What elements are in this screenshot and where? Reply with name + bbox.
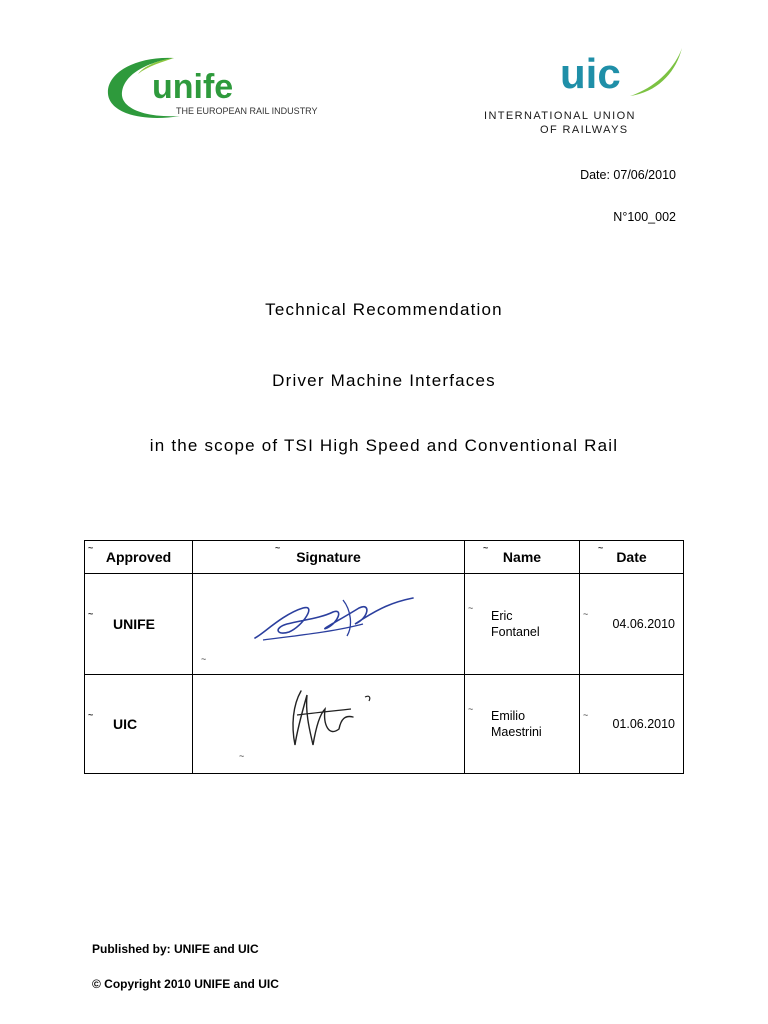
table-row — [85, 574, 684, 675]
row-org-label: UNIFE — [113, 616, 155, 632]
cell-mark: ~ — [201, 654, 207, 664]
name-first: Emilio — [491, 709, 526, 723]
cell-mark: ~ — [88, 710, 94, 720]
unife-logo-wordmark: unife — [152, 68, 234, 106]
cell-mark: ~ — [275, 543, 281, 553]
cell-mark: ~ — [88, 609, 94, 619]
cell-mark: ~ — [468, 603, 474, 613]
row-name — [465, 675, 580, 774]
uic-logo-line2: OF RAILWAYS — [540, 124, 629, 136]
cell-mark: ~ — [598, 543, 604, 553]
signature-cell-unife — [193, 574, 465, 675]
cell-mark: ~ — [583, 710, 589, 720]
header-approved-label: Approved — [105, 549, 172, 565]
signature-unife — [193, 574, 464, 671]
name-last: Fontanel — [491, 625, 540, 639]
signature-uic — [193, 675, 464, 770]
title-scope: in the scope of TSI High Speed and Conventional Rail — [149, 436, 619, 455]
header-signature — [193, 541, 465, 574]
copyright: © Copyright 2010 UNIFE and UIC — [92, 977, 279, 991]
unife-logo-tagline: THE EUROPEAN RAIL INDUSTRY — [176, 106, 318, 116]
row-date-value: 04.06.2010 — [612, 617, 675, 631]
header-date — [580, 541, 684, 574]
row-name — [465, 574, 580, 675]
header-name — [465, 541, 580, 574]
document-reference: N°100_002 — [613, 210, 676, 224]
title-technical-recommendation: Technical Recommendation — [265, 300, 503, 319]
header-date-label: Date — [616, 549, 647, 565]
cell-mark: ~ — [88, 543, 94, 553]
uic-logo — [480, 44, 690, 140]
published-by: Published by: UNIFE and UIC — [92, 942, 259, 956]
cell-mark: ~ — [239, 751, 245, 761]
signature-cell-uic — [193, 675, 465, 774]
cell-mark: ~ — [468, 704, 474, 714]
row-date-value: 01.06.2010 — [612, 717, 675, 731]
table-row — [85, 675, 684, 774]
header-signature-label: Signature — [296, 549, 361, 565]
name-last: Maestrini — [491, 725, 542, 739]
name-first: Eric — [491, 609, 513, 623]
header-name-label: Name — [502, 549, 542, 565]
approval-table — [84, 540, 684, 774]
uic-logo-line1: INTERNATIONAL UNION — [484, 110, 636, 122]
row-org — [85, 574, 193, 675]
approval-table-header-row — [85, 541, 684, 574]
uic-logo-wordmark: uic — [560, 50, 621, 97]
document-date: Date: 07/06/2010 — [580, 168, 676, 182]
row-date — [580, 574, 684, 675]
row-org — [85, 675, 193, 774]
row-date — [580, 675, 684, 774]
cell-mark: ~ — [483, 543, 489, 553]
unife-logo — [104, 52, 324, 124]
title-driver-machine-interfaces: Driver Machine Interfaces — [272, 371, 496, 390]
cell-mark: ~ — [583, 609, 589, 619]
header-approved — [85, 541, 193, 574]
row-org-label: UIC — [113, 716, 138, 732]
